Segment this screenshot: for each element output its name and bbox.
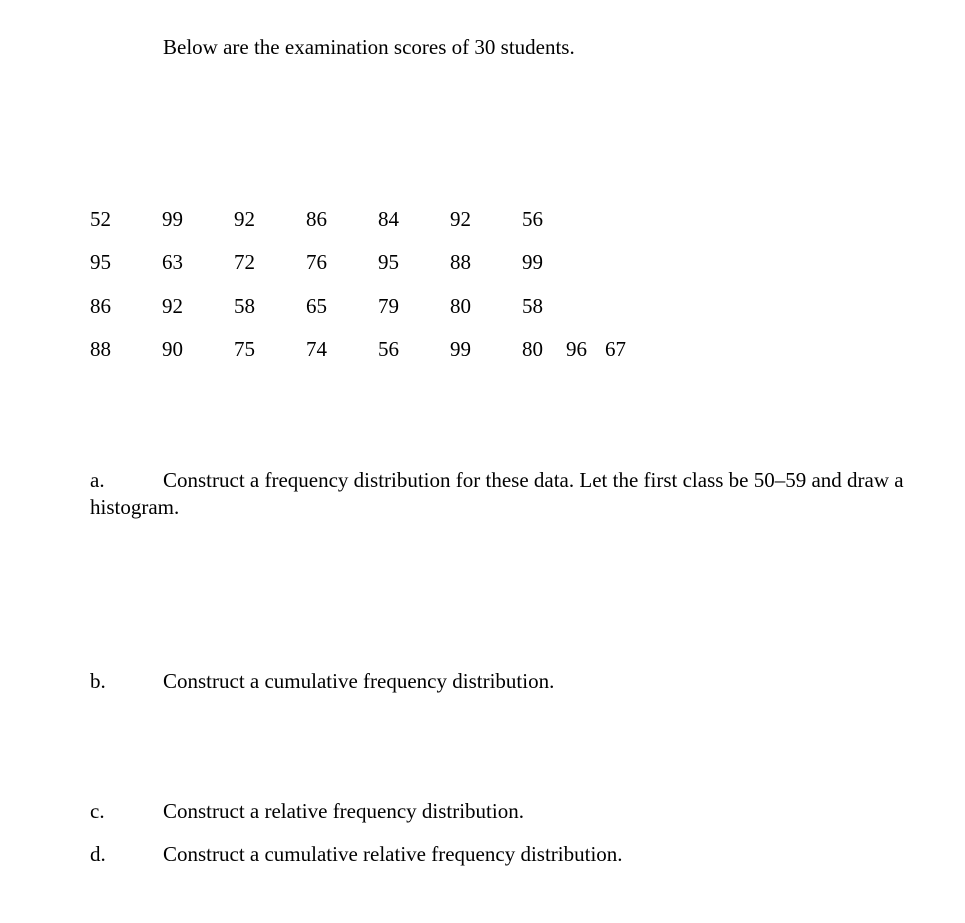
- score-value: 67: [605, 336, 626, 361]
- question-letter: c.: [90, 799, 105, 823]
- question-letter: d.: [90, 842, 106, 866]
- score-value: 95: [90, 250, 111, 275]
- question-letter: b.: [90, 669, 106, 693]
- score-value: 90: [162, 336, 183, 361]
- score-value: 76: [306, 250, 327, 275]
- score-value: 58: [522, 293, 543, 318]
- score-value: 99: [450, 336, 471, 361]
- question-letter: a.: [90, 468, 105, 492]
- score-value: 88: [450, 250, 471, 275]
- question-c: [90, 799, 950, 824]
- intro-text: Below are the examination scores of 30 students.: [163, 35, 575, 59]
- score-value: 88: [90, 336, 111, 361]
- score-value: 79: [378, 293, 399, 318]
- score-value: 92: [162, 293, 183, 318]
- score-value: 86: [306, 207, 327, 231]
- score-value: 84: [378, 207, 399, 231]
- question-text: Construct a cumulative frequency distribution.: [163, 669, 555, 693]
- question-a: [90, 468, 950, 521]
- score-value: 65: [306, 293, 327, 318]
- score-value: 52: [90, 207, 111, 231]
- score-value: 72: [234, 250, 255, 275]
- score-value: 99: [522, 250, 543, 275]
- question-b: [90, 669, 950, 694]
- score-value: 75: [234, 336, 255, 361]
- score-value: 92: [234, 207, 255, 231]
- score-value: 86: [90, 293, 111, 318]
- score-value: 99: [162, 207, 183, 231]
- question-text: Construct a relative frequency distribution.: [163, 799, 524, 823]
- question-text: Construct a cumulative relative frequency distribution.: [163, 842, 623, 866]
- score-value: 63: [162, 250, 183, 275]
- score-value: 56: [522, 207, 543, 231]
- score-value: 92: [450, 207, 471, 231]
- score-value: 80: [522, 336, 543, 361]
- score-value: 56: [378, 336, 399, 361]
- question-text: Construct a frequency distribution for these data. Let the first class be 50–59 and draw a histogram.: [90, 468, 904, 519]
- question-d: [90, 842, 950, 867]
- score-value: 80: [450, 293, 471, 318]
- score-value: 96: [566, 336, 587, 361]
- score-value: 74: [306, 336, 327, 361]
- score-value: 95: [378, 250, 399, 275]
- score-value: 58: [234, 293, 255, 318]
